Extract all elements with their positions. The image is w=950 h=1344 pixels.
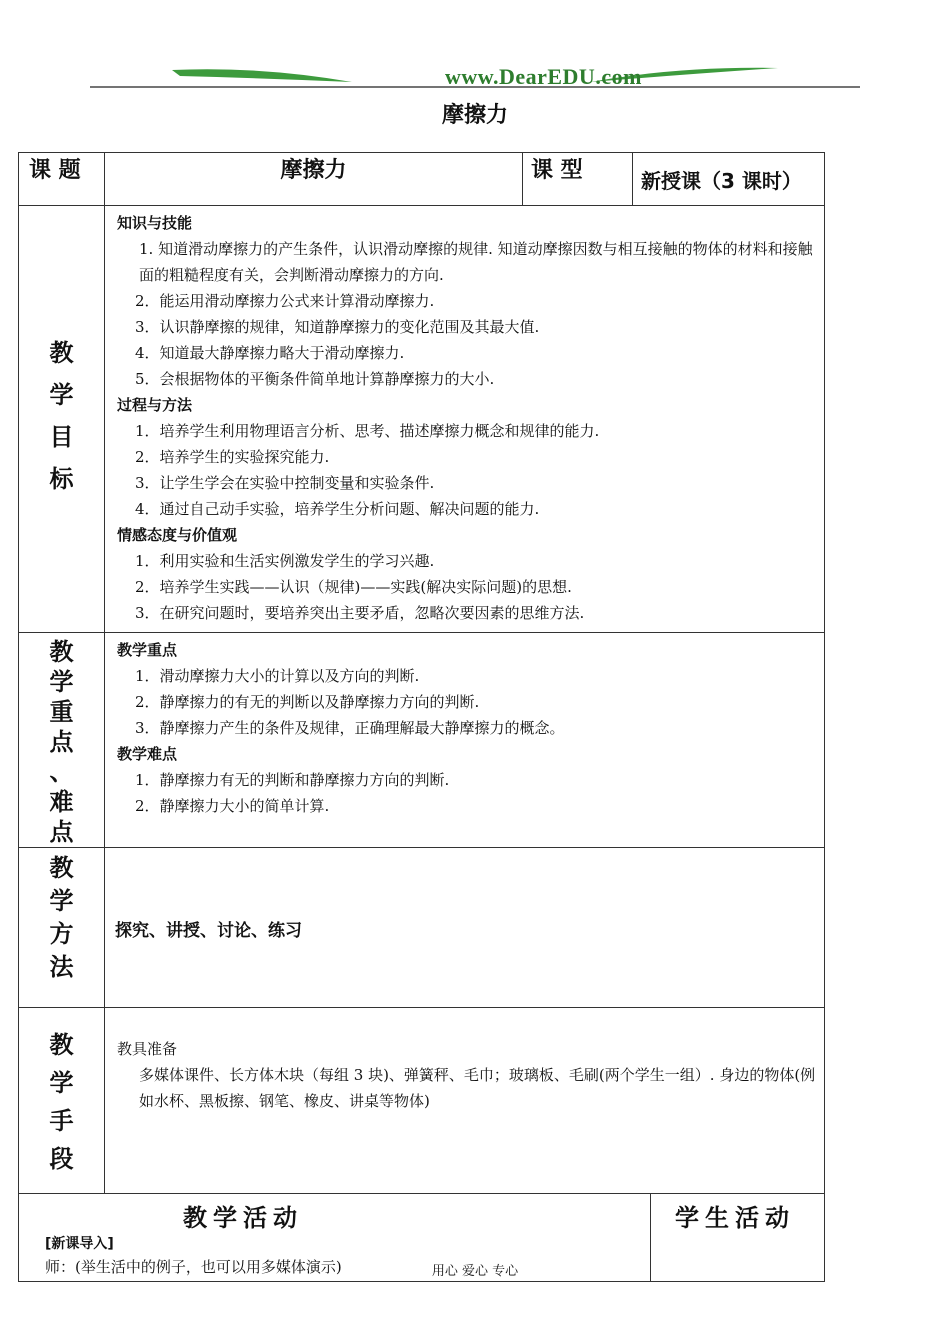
list-item: 2．静摩擦力大小的简单计算.	[135, 797, 330, 815]
list-item: 4．通过自己动手实验，培养学生分析问题、解决问题的能力.	[135, 500, 540, 518]
key-points-label	[19, 633, 105, 848]
site-header	[90, 58, 860, 98]
topic-row	[19, 153, 825, 206]
objectives-row	[19, 206, 825, 633]
means-label	[19, 1008, 105, 1194]
means-label-char: 手	[49, 1107, 74, 1135]
teacher-activities-header: 教学活动	[183, 1204, 303, 1232]
list-item: 3．在研究问题时，要培养突出主要矛盾，忽略次要因素的思维方法.	[135, 604, 585, 622]
key-points-content	[105, 633, 825, 848]
means-title: 教具准备	[117, 1040, 178, 1058]
methods-label	[19, 848, 105, 1008]
objectives-label-char: 目	[49, 423, 74, 451]
student-activities-header: 学生活动	[675, 1204, 795, 1232]
means-row	[19, 1008, 825, 1194]
new-lesson-title: [新课导入]	[45, 1236, 114, 1252]
methods-label-char: 学	[49, 887, 74, 915]
list-item: 3．认识静摩擦的规律，知道静摩擦力的变化范围及其最大值.	[135, 318, 540, 336]
key_points-label-char: 点	[49, 728, 74, 756]
means-label-char: 段	[49, 1145, 74, 1173]
list-item: 1．培养学生利用物理语言分析、思考、描述摩擦力概念和规律的能力.	[135, 422, 600, 440]
objectives-label-char: 教	[49, 339, 74, 367]
document-title: 摩擦力	[441, 103, 508, 128]
key_points-label-char: 点	[49, 818, 74, 846]
new-lesson-line: 师：(举生活中的例子，也可以用多媒体演示)	[45, 1258, 342, 1276]
objectives-label-char: 标	[49, 465, 74, 493]
list-item: 3．静摩擦力产生的条件及规律，正确理解最大静摩擦力的概念。	[135, 719, 565, 737]
objectives-label	[19, 206, 105, 633]
type-value: 新授课（3 课时）	[633, 153, 825, 206]
type-label: 课 型	[523, 153, 633, 206]
page-footer: 用心 爱心 专心	[431, 1264, 519, 1279]
list-item: 2．静摩擦力的有无的判断以及静摩擦力方向的判断.	[135, 693, 480, 711]
section-title: 教学重点	[117, 641, 178, 659]
section-title: 情感态度与价值观	[117, 526, 238, 544]
methods-value: 探究、讲授、讨论、练习	[115, 921, 302, 941]
section-title: 教学难点	[117, 745, 178, 763]
methods-content	[105, 848, 825, 1008]
list-item: 2．培养学生实践——认识（规律)——实践(解决实际问题)的思想.	[135, 578, 572, 596]
key_points-label-char: 难	[49, 788, 74, 816]
list-item: 1．滑动摩擦力大小的计算以及方向的判断.	[135, 667, 420, 685]
means-content	[105, 1008, 825, 1194]
key_points-label-char: 重	[49, 698, 74, 726]
key_points-label-char: 、	[49, 758, 74, 786]
list-item: 2．能运用滑动摩擦力公式来计算滑动摩擦力.	[135, 292, 435, 310]
list-item: 1．静摩擦力有无的判断和静摩擦力方向的判断.	[135, 771, 450, 789]
key-points-row	[19, 633, 825, 848]
objectives-content	[105, 206, 825, 633]
list-item: 1. 知道滑动摩擦力的产生条件，认识滑动摩擦的规律. 知道动摩擦因数与相互接触的物体的材料和接触面的粗糙程度有关，会判断滑动摩擦力的方向.	[139, 240, 813, 284]
key_points-label-char: 学	[49, 668, 74, 696]
list-item: 1．利用实验和生活实例激发学生的学习兴趣.	[135, 552, 435, 570]
list-item: 2．培养学生的实验探究能力.	[135, 448, 330, 466]
topic-value: 摩擦力	[105, 153, 523, 206]
objectives-label-char: 学	[49, 381, 74, 409]
topic-label: 课 题	[19, 153, 105, 206]
methods-row	[19, 848, 825, 1008]
section-title: 过程与方法	[117, 396, 193, 414]
lesson-plan-table	[18, 152, 825, 1282]
means-text: 多媒体课件、长方体木块（每组 3 块)、弹簧秤、毛巾；玻璃板、毛刷(两个学生一组）. 身边的物体(例如水杯、黑板擦、钢笔、橡皮、讲桌等物体)	[139, 1066, 816, 1110]
section-title: 知识与技能	[117, 214, 193, 232]
means-label-char: 教	[49, 1031, 74, 1059]
list-item: 5．会根据物体的平衡条件简单地计算静摩擦力的大小.	[135, 370, 495, 388]
site-logo[interactable]: www.DearEDU.com	[445, 64, 642, 89]
methods-label-char: 法	[49, 953, 74, 981]
key_points-label-char: 教	[49, 638, 74, 666]
list-item: 4．知道最大静摩擦力略大于滑动摩擦力.	[135, 344, 405, 362]
list-item: 3．让学生学会在实验中控制变量和实验条件.	[135, 474, 435, 492]
means-label-char: 学	[49, 1069, 74, 1097]
methods-label-char: 教	[49, 854, 74, 882]
methods-label-char: 方	[49, 920, 74, 948]
